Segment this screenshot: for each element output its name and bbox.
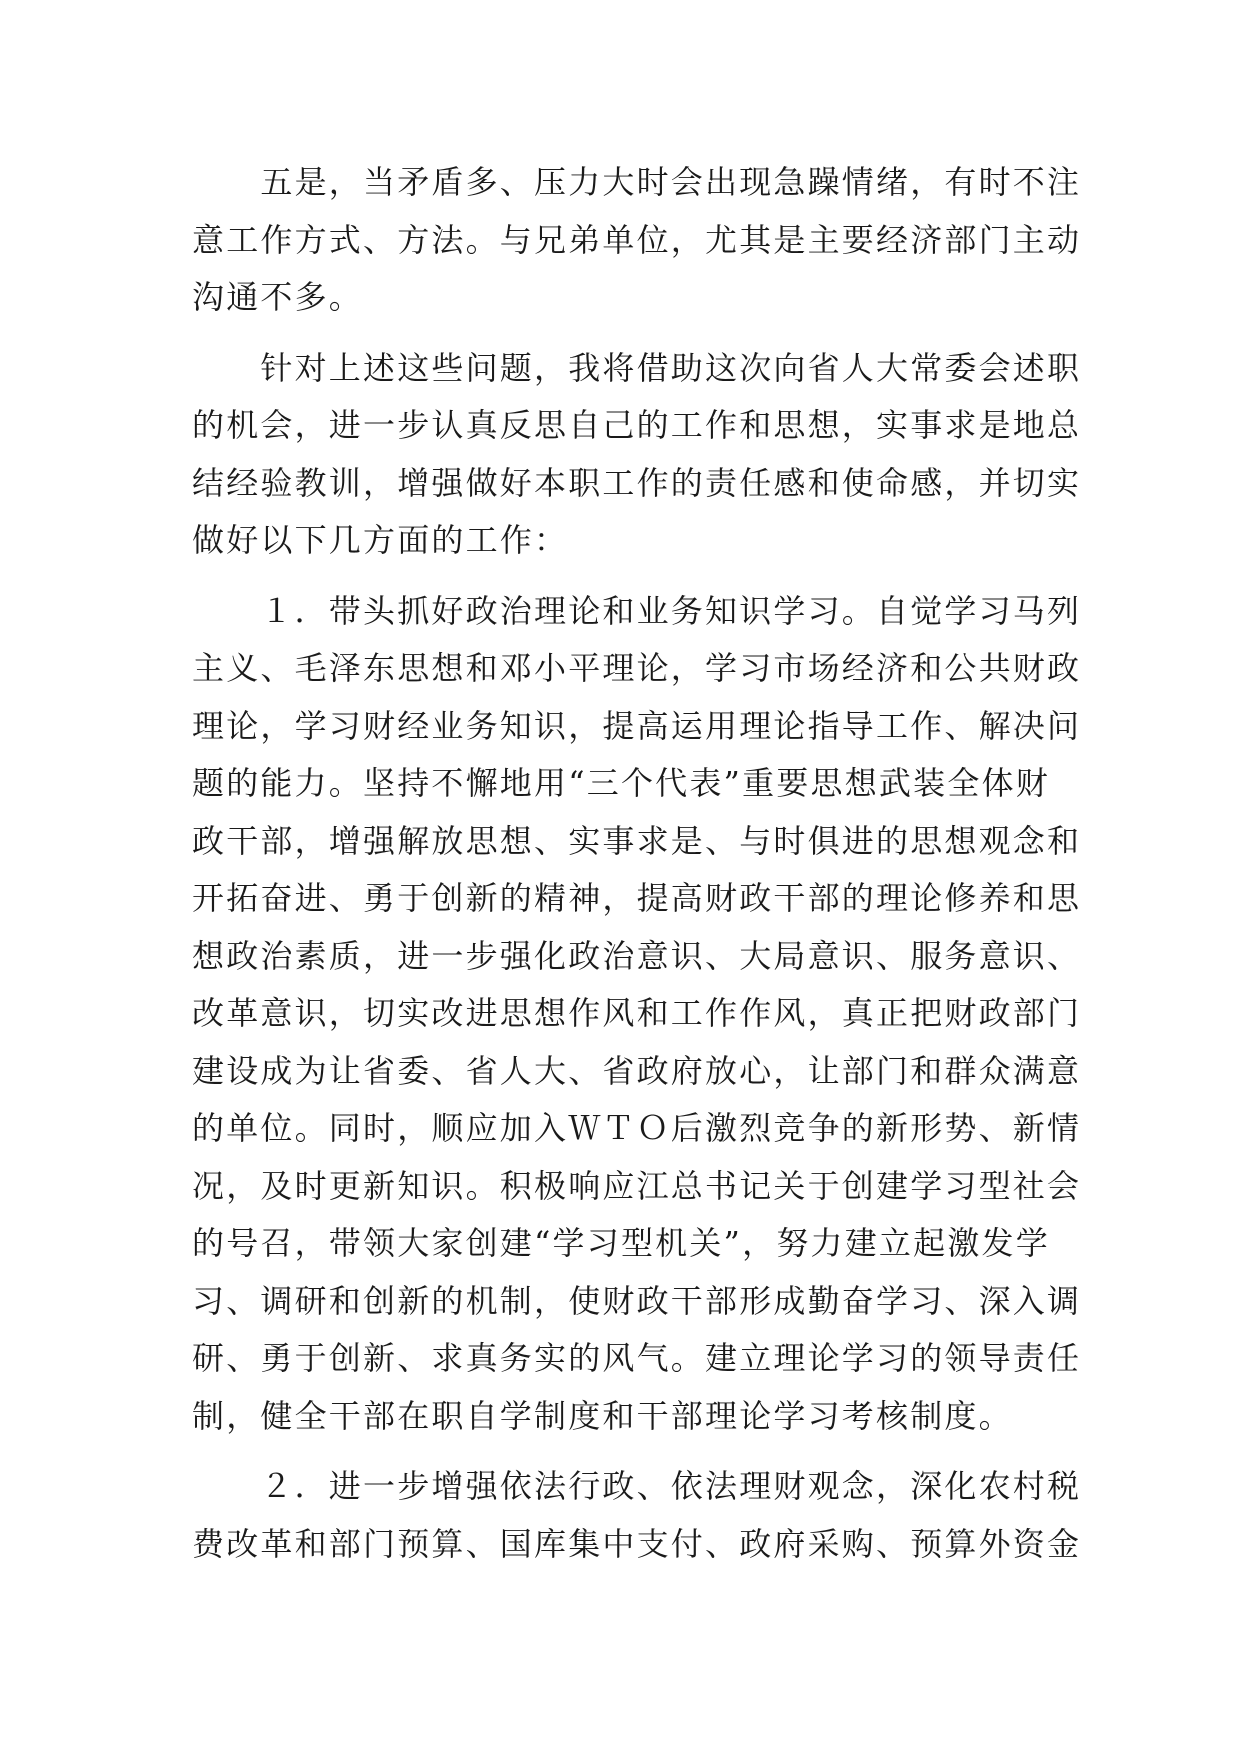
text-line: 想政治素质，进一步强化政治意识、大局意识、服务意识、 [192,936,1082,975]
text-line: １．带头抓好政治理论和业务知识学习。自觉学习马列 [192,591,1082,630]
text-line: 五是，当矛盾多、压力大时会出现急躁情绪，有时不注 [192,163,1082,201]
text-line: 意工作方式、方法。与兄弟单位，尤其是主要经济部门主动 [192,220,1082,259]
paragraph-five-shortcomings [192,154,1082,327]
text-line: ２．进一步增强依法行政、依法理财观念，深化农村税 [192,1467,1082,1505]
text-line: 沟通不多。 [192,278,364,316]
paragraph-item-1 [192,583,1082,1446]
text-line: 习、调研和创新的机制，使财政干部形成勤奋学习、深入调 [192,1281,1082,1320]
text-line: 做好以下几方面的工作： [192,521,569,559]
text-line: 制，健全干部在职自学制度和干部理论学习考核制度。 [192,1396,1013,1435]
text-line: 题的能力。坚持不懈地用“三个代表”重要思想武装全体财 [192,764,1050,802]
text-line: 改革意识，切实改进思想作风和工作作风，真正把财政部门 [192,994,1082,1032]
text-line: 针对上述这些问题，我将借助这次向省人大常委会述职 [192,348,1082,387]
body-text [192,154,1082,1573]
text-line: 费改革和部门预算、国库集中支付、政府采购、预算外资金 [192,1524,1082,1563]
paragraph-item-2 [192,1458,1082,1573]
text-line: 的号召，带领大家创建“学习型机关”，努力建立起激发学 [192,1224,1050,1262]
text-line: 主义、毛泽东思想和邓小平理论，学习市场经济和公共财政 [192,649,1082,687]
text-line: 的单位。同时，顺应加入ＷＴＯ后激烈竞争的新形势、新情 [192,1109,1082,1147]
text-line: 理论，学习财经业务知识，提高运用理论指导工作、解决问 [192,706,1082,745]
text-line: 的机会，进一步认真反思自己的工作和思想，实事求是地总 [192,406,1082,444]
paragraph-response-intro [192,340,1082,570]
text-line: 研、勇于创新、求真务实的风气。建立理论学习的领导责任 [192,1339,1082,1377]
text-line: 况，及时更新知识。积极响应江总书记关于创建学习型社会 [192,1166,1082,1205]
text-line: 开拓奋进、勇于创新的精神，提高财政干部的理论修养和思 [192,879,1082,917]
text-line: 结经验教训，增强做好本职工作的责任感和使命感，并切实 [192,463,1082,502]
text-line: 政干部，增强解放思想、实事求是、与时俱进的思想观念和 [192,821,1082,860]
text-line: 建设成为让省委、省人大、省政府放心，让部门和群众满意 [192,1051,1082,1090]
